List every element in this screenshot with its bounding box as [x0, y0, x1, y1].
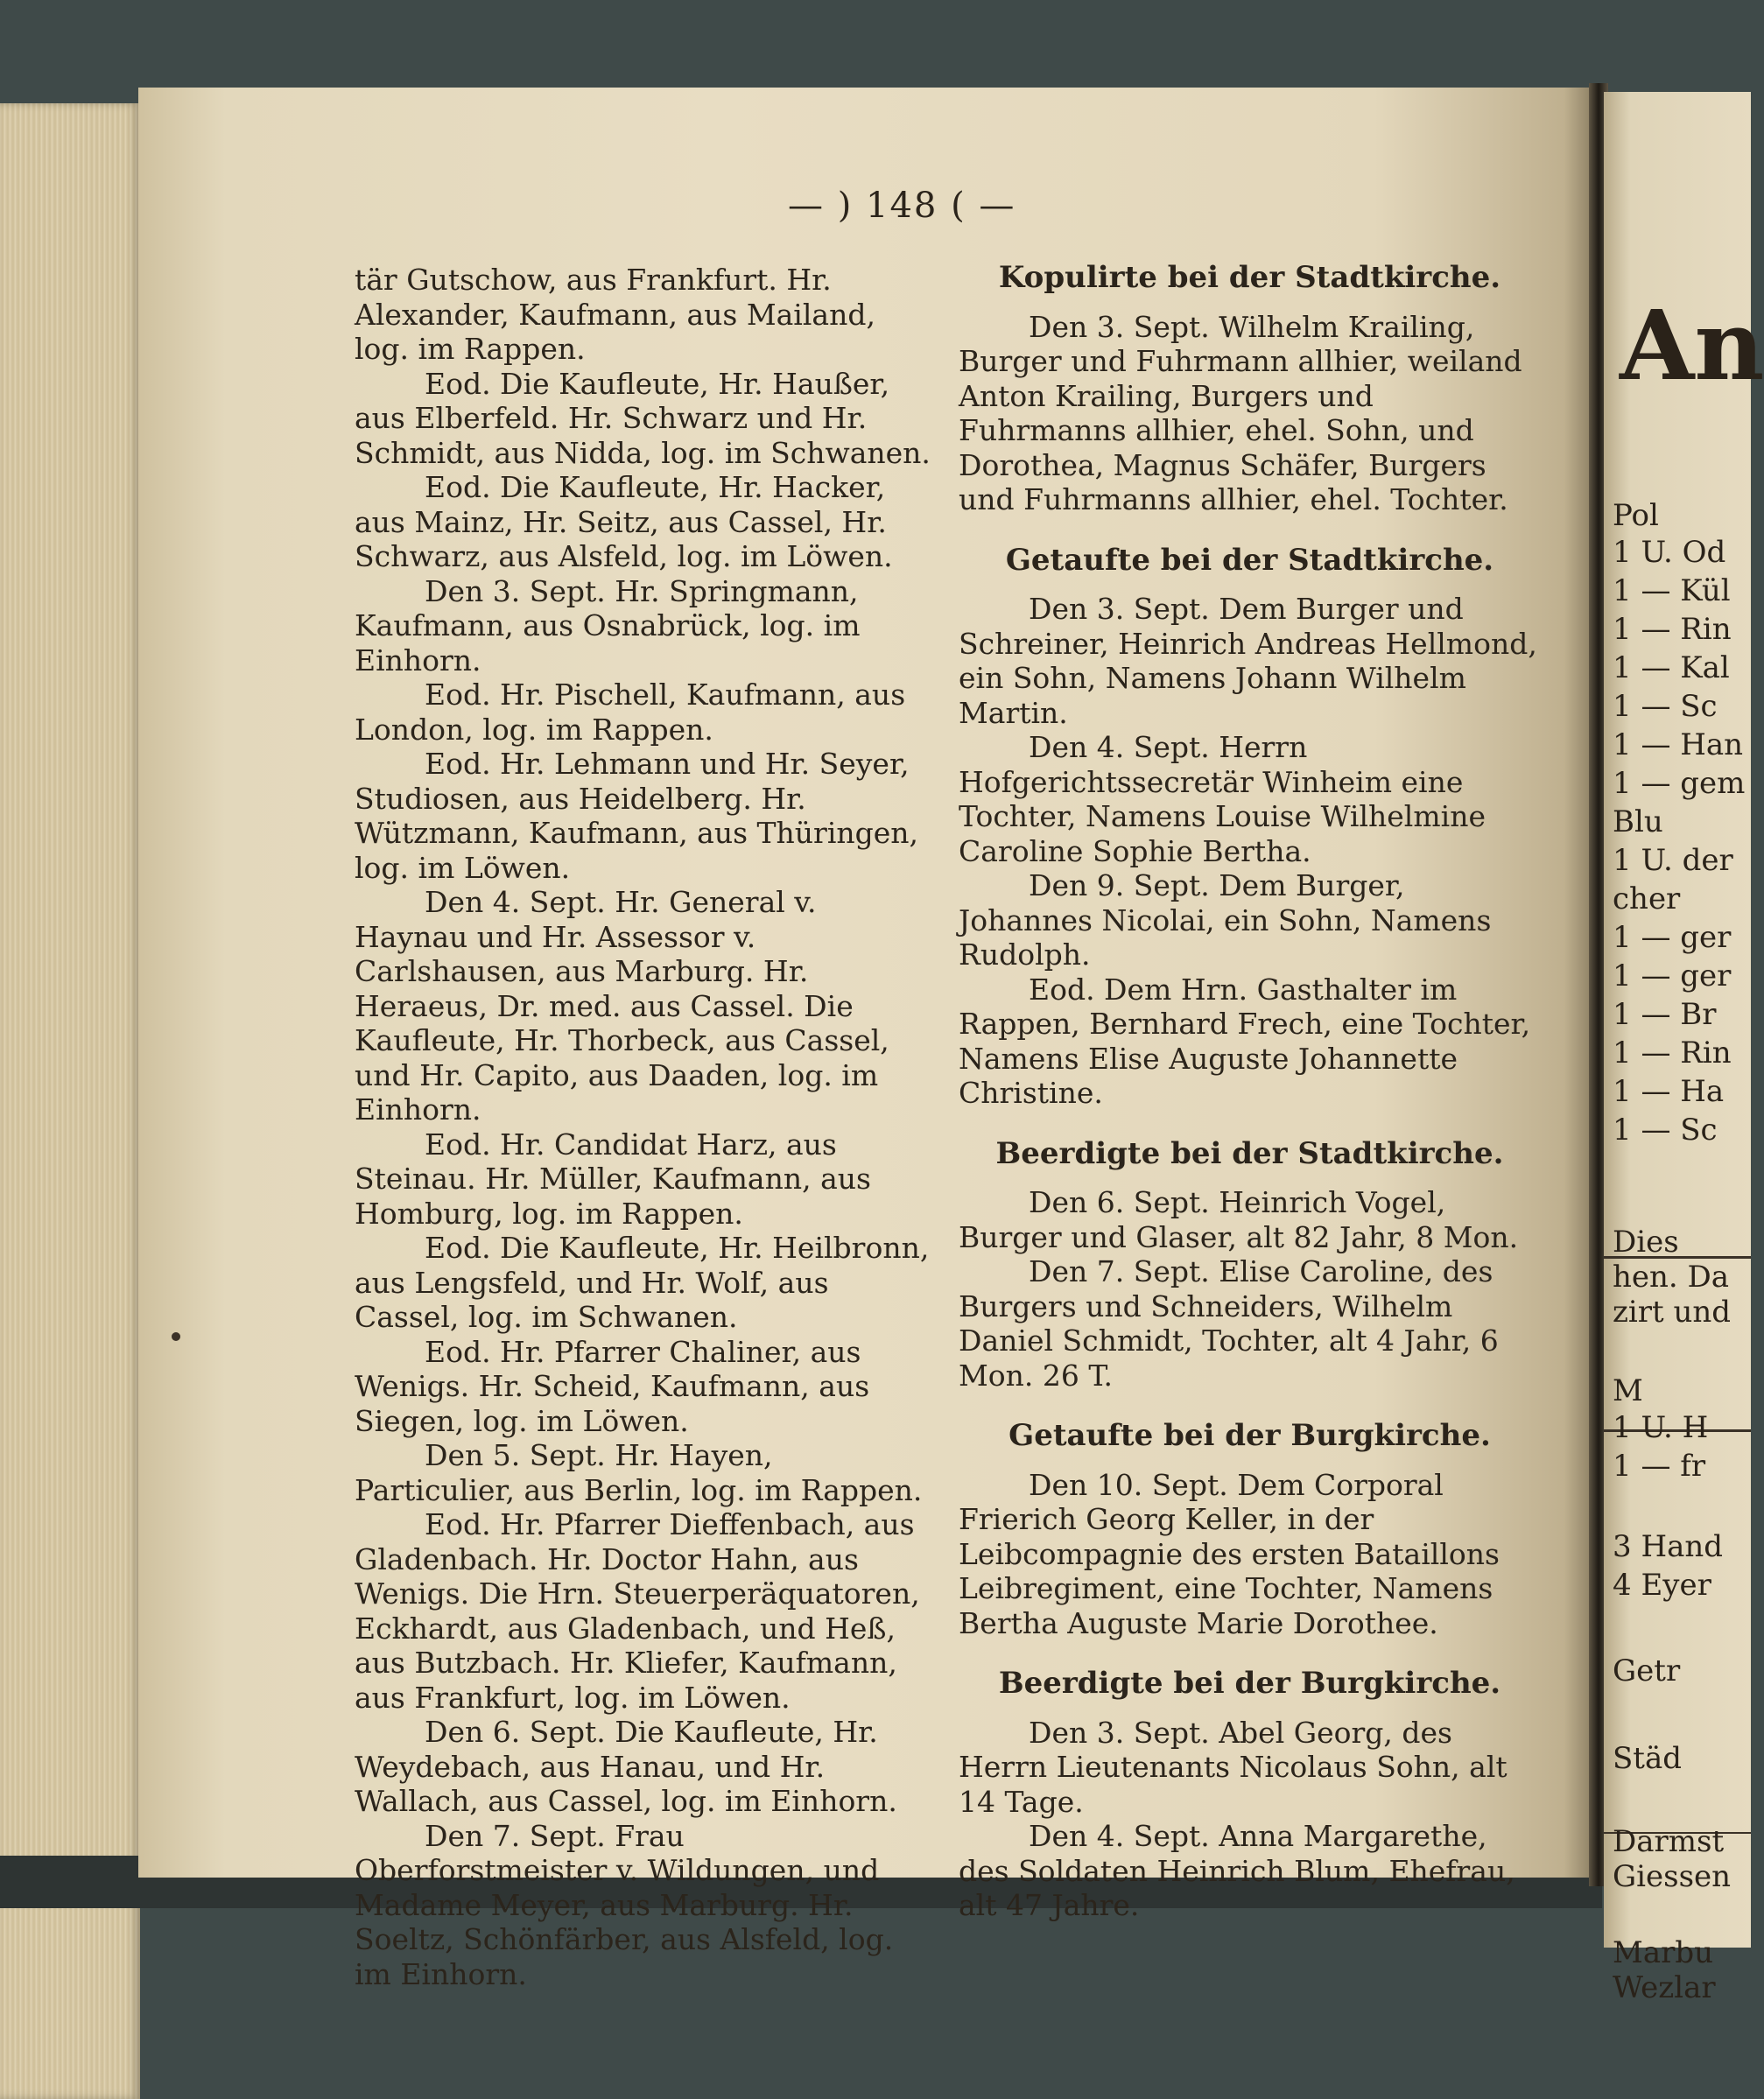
- ink-spot: [172, 1332, 180, 1341]
- next-page-line: Blu: [1613, 804, 1663, 839]
- next-page-line: Wezlar: [1613, 1970, 1716, 2005]
- arrival-entry: Eod. Hr. Pfarrer Dieffenbach, aus Gladenbach. Hr. Doctor Hahn, aus Wenigs. Die Hrn. Steuerperäquatoren, Eckhardt, aus Gladenbach, und Heß, aus Butzbach. Hr. Kliefer, Kaufmann, aus Frankfurt, log. im Löwen.: [355, 1507, 920, 1715]
- register-entry: Eod. Dem Hrn. Gasthalter im Rappen, Bernhard Frech, eine Tochter, Namens Elise Auguste Johannette Christine.: [959, 972, 1531, 1110]
- section-gap: [959, 1111, 1541, 1130]
- next-page-line: 1 — Rin: [1613, 612, 1732, 647]
- next-page-line: 1 U. Od: [1613, 535, 1726, 570]
- next-page-line: Dies: [1613, 1225, 1679, 1260]
- page-header: — ) 148 ( —: [788, 186, 1016, 226]
- arrival-entry: Den 6. Sept. Die Kaufleute, Hr. Weydebach, aus Hanau, und Hr. Wallach, aus Cassel, log. im Einhorn.: [355, 1715, 897, 1818]
- section-gap: [959, 517, 1541, 537]
- next-page-line: zirt und: [1613, 1295, 1732, 1330]
- next-page-line: 3 Hand: [1613, 1529, 1724, 1564]
- arrival-entry: tär Gutschow, aus Frankfurt. Hr. Alexander, Kaufmann, aus Mailand, log. im Rappen.: [355, 263, 875, 366]
- section-heading: Getaufte bei der Burgkirche.: [1009, 1418, 1491, 1453]
- section-heading: Beerdigte bei der Stadtkirche.: [995, 1135, 1504, 1171]
- arrival-entry: Den 4. Sept. Hr. General v. Haynau und Hr. Assessor v. Carlshausen, aus Marburg. Hr. Heraeus, Dr. med. aus Cassel. Die Kaufleute, Hr. Thorbeck, aus Cassel, und Hr. Capito, aus Daaden, log. im Einhorn.: [355, 885, 889, 1127]
- next-page-line: 1 — Sc: [1613, 1113, 1718, 1148]
- register-entry: Den 4. Sept. Herrn Hofgerichtssecretär Winheim eine Tochter, Namens Louise Wilhelmine Caroline Sophie Bertha.: [959, 730, 1486, 868]
- section-gap: [959, 1640, 1541, 1660]
- next-page-line: 1 — fr: [1613, 1449, 1706, 1484]
- register-entry: Den 10. Sept. Dem Corporal Frierich Georg Keller, in der Leibcompagnie des ersten Bataillons Leibregiment, eine Tochter, Namens Bertha Auguste Marie Dorothee.: [959, 1467, 1500, 1640]
- next-page-title: An: [1620, 289, 1764, 402]
- register-entry: Den 7. Sept. Elise Caroline, des Burgers und Schneiders, Wilhelm Daniel Schmidt, Tochter, alt 4 Jahr, 6 Mon. 26 T.: [959, 1254, 1499, 1393]
- right-text-column: [959, 254, 1541, 1923]
- next-page-line: 1 — Han: [1613, 727, 1744, 762]
- book-page-edges: [0, 103, 140, 2099]
- next-page-line: Darmst: [1613, 1824, 1725, 1859]
- next-page-line: 1 — Ha: [1613, 1074, 1725, 1109]
- arrival-entry: Eod. Hr. Pfarrer Chaliner, aus Wenigs. Hr. Scheid, Kaufmann, aus Siegen, log. im Löwen.: [355, 1334, 870, 1438]
- arrival-entry: Den 5. Sept. Hr. Hayen, Particulier, aus Berlin, log. im Rappen.: [355, 1438, 923, 1507]
- arrival-entry: Eod. Hr. Lehmann und Hr. Seyer, Studiosen, aus Heidelberg. Hr. Wützmann, Kaufmann, aus Thüringen, log. im Löwen.: [355, 747, 919, 885]
- section-gap: [959, 1393, 1541, 1412]
- register-entry: Den 6. Sept. Heinrich Vogel, Burger und Glaser, alt 82 Jahr, 8 Mon.: [959, 1185, 1519, 1254]
- arrival-entry: Eod. Die Kaufleute, Hr. Haußer, aus Elberfeld. Hr. Schwarz und Hr. Schmidt, aus Nidda, log. im Schwanen.: [355, 366, 931, 470]
- next-page-line: 1 — ger: [1613, 958, 1732, 993]
- arrival-entry: Eod. Hr. Candidat Harz, aus Steinau. Hr. Müller, Kaufmann, aus Homburg, log. im Rappen.: [355, 1127, 871, 1231]
- next-page-line: Getr: [1613, 1653, 1681, 1688]
- register-entry: Den 9. Sept. Dem Burger, Johannes Nicolai, ein Sohn, Namens Rudolph.: [959, 868, 1492, 972]
- next-page-line: M: [1613, 1373, 1643, 1408]
- next-page-line: Städ: [1613, 1741, 1682, 1776]
- next-page-line: cher: [1613, 881, 1681, 916]
- next-page-line: 1 — Sc: [1613, 689, 1718, 724]
- next-page-line: 1 U. der: [1613, 843, 1733, 878]
- section-heading: Getaufte bei der Stadtkirche.: [1005, 542, 1494, 578]
- next-page-line: 4 Eyer: [1613, 1568, 1711, 1603]
- next-page-line: 1 — Kal: [1613, 650, 1730, 685]
- next-page-line: 1 — Br: [1613, 997, 1717, 1032]
- register-entry: Den 3. Sept. Dem Burger und Schreiner, Heinrich Andreas Hellmond, ein Sohn, Namens Johann Wilhelm Martin.: [959, 592, 1537, 730]
- arrival-entry: Eod. Hr. Pischell, Kaufmann, aus London, log. im Rappen.: [355, 677, 906, 747]
- arrival-entry: Eod. Die Kaufleute, Hr. Hacker, aus Mainz, Hr. Seitz, aus Cassel, Hr. Schwarz, aus Alsfeld, log. im Löwen.: [355, 470, 893, 573]
- arrival-entry: Eod. Die Kaufleute, Hr. Heilbronn, aus Lengsfeld, und Hr. Wolf, aus Cassel, log. im Schwanen.: [355, 1231, 930, 1334]
- arrival-entry: Den 3. Sept. Hr. Springmann, Kaufmann, aus Osnabrück, log. im Einhorn.: [355, 573, 861, 677]
- section-heading: Kopulirte bei der Stadtkirche.: [998, 260, 1501, 295]
- next-page-line: 1 U. H: [1613, 1410, 1709, 1445]
- register-entry: Den 3. Sept. Abel Georg, des Herrn Lieutenants Nicolaus Sohn, alt 14 Tage.: [959, 1715, 1507, 1819]
- next-page-line: 1 — Rin: [1613, 1035, 1732, 1071]
- left-text-column: [355, 263, 932, 1991]
- register-entry: Den 3. Sept. Wilhelm Krailing, Burger und Fuhrmann allhier, weiland Anton Krailing, Burgers und Fuhrmanns allhier, ehel. Sohn, und Dorothea, Magnus Schäfer, Burgers und Fuhrmanns allhier, ehel. Tochter.: [959, 309, 1522, 516]
- section-heading: Beerdigte bei der Burgkirche.: [998, 1666, 1501, 1701]
- arrival-entry: Den 7. Sept. Frau Oberforstmeister v. Wildungen, und Madame Meyer, aus Marburg. Hr. Soeltz, Schönfärber, aus Alsfeld, log. im Einhorn.: [355, 1818, 894, 1991]
- next-page-line: Marbu: [1613, 1935, 1713, 1970]
- next-page-line: Pol: [1613, 498, 1659, 533]
- next-page-line: 1 — Kül: [1613, 573, 1731, 608]
- register-entry: Den 4. Sept. Anna Margarethe, des Soldaten Heinrich Blum, Ehefrau, alt 47 Jahre.: [959, 1819, 1515, 1922]
- next-page-line: 1 — gem: [1613, 766, 1746, 801]
- next-page-line: 1 — ger: [1613, 920, 1732, 955]
- next-page-fragment: [1604, 92, 1764, 2005]
- next-page-line: Giessen: [1613, 1859, 1732, 1894]
- next-page-line: hen. Da: [1613, 1260, 1730, 1295]
